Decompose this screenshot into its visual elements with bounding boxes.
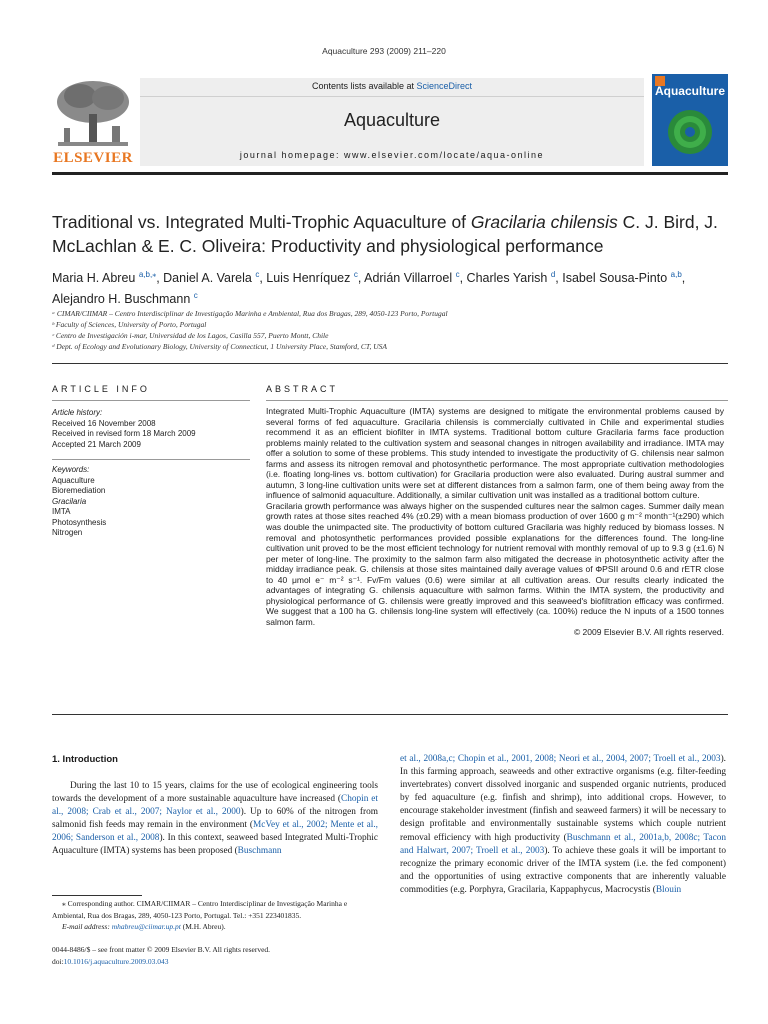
keyword: Aquaculture [52,475,95,485]
author-affiliation-marker[interactable]: c [193,291,198,301]
abstract-paragraph-1: Integrated Multi-Trophic Aquaculture (IMTA) systems are designed to mitigate the environmental problems caused by several forms of fed aquaculture. Gracilaria chilensis is commercially cultivated in Chile and experimental studies recommend it as an efficient biofilter in IMTA systems. Traditional bottom culture Gracilaria farms face production problems mainly related to the cultivation system and seasonal changes in nitrogen availability and irradiance. IMTA may offer a solution to some of these problems. This study intended to investigate the productivity of G. chilensis near salmon farms and assess its nitrogen removal and photosynthetic performance. The most appropriate cultivation methodologies (i.e. floating long-lines vs. bottom cultivation) for Gracilaria production were also evaluated. During austral summer and autumn, 3 long-line cultivation units were set at different distances from a salmon farm, one of them being away from the influence of salmonid aquaculture. Additionally, a similar cultivation unit was installed as a traditional bottom culture. [266,406,724,501]
keyword: IMTA [52,507,71,516]
section-heading-introduction: 1. Introduction [52,754,118,765]
affiliation-d: ᵈ Dept. of Ecology and Evolutionary Biology, University of Connecticut, 1 University Place, Stamford, CT, USA [52,342,387,351]
footnote-rule [52,895,142,896]
author-separator: , [459,271,467,286]
tree-icon [52,78,134,150]
affiliation-rule [52,363,728,364]
citation-link[interactable]: McVey et al., 2002; Mente et al., 2006; Sanderson et al., 2008 [52,820,379,844]
affiliation-b: ᵇ Faculty of Sciences, University of Porto, Portugal [52,320,207,329]
intro-column-1 [52,780,378,859]
email-suffix: (M.H. Abreu). [180,922,226,931]
author-separator: , [357,271,365,286]
doi-link[interactable]: 10.1016/j.aquaculture.2009.03.043 [63,956,169,966]
title-part-2: C. J. Bird, J. McLachlan & E. C. Oliveira: Productivity and physiological performance [52,212,718,256]
author-name: Luis Henríquez [266,271,354,286]
author-affiliation-marker[interactable]: a,b,⁎ [138,270,157,279]
abstract-body [266,406,724,638]
author-list [52,266,732,308]
author-affiliation-marker[interactable]: c [255,270,260,279]
history-received: Received 16 November 2008 [52,418,156,428]
body-text: ). In this farming approach, seaweeds and other extractive organisms (e.g. filter-feeding invertebrates) convert dissolved inorganic and suspended organic nutrients, produced by fed aquaculture (e.g. finfish and shrimp), into additional crops. However, to encourage stakeholder investment (finfish and seaweed farmers) it will be necessary to design profitable and environmentally sustainable systems which couple nutrient removal efficiency with high productivity ( [400,754,726,843]
banner-divider [140,96,644,97]
author-separator: , [259,271,267,286]
author-affiliation-marker[interactable]: a,b [670,270,682,279]
keywords [52,465,252,539]
article-info-heading: ARTICLE INFO [52,384,150,394]
author-affiliation-marker[interactable]: c [353,270,358,279]
abstract-rule [266,400,728,401]
abstract-heading: ABSTRACT [266,384,339,394]
body-text: ). To achieve these goals it will be important to recognize the primary economic driver of the IMTA system (i.e. the fed component) and the opportunities of using extractive components that are inherently valuable commodities (e.g. Porphyra, Gracilaria, Kappaphycus, Macrocystis ( [400,845,726,895]
body-text: During the last 10 to 15 years, claims for the use of ecological engineering tools towards the development of a more sustainable aquaculture have increased ( [52,781,378,805]
keyword: Photosynthesis [52,517,107,527]
contents-line [140,81,644,91]
article-history [52,408,252,450]
keywords-rule [52,459,250,460]
corresponding-author-footnote [52,898,378,933]
abstract-paragraph-2: Gracilaria growth performance was always higher on the suspended cultures near the salmon cages. Summer daily mean growth rates at those sites reached 4% (±0.29) with a mean biomass production of over 1600 g m⁻² month⁻¹(±290) which was double the unimpacted site. The productivity of bottom cultured Gracilaria was highly reduced by biomass losses. N removal and photosynthetic performances provided possible explanations for the differences found. The long-line cultivation unit proved to be the most efficient technology for nutrient removal with monthly removal of up to 9.3 g (±1.6) N per meter of long-line. The proximity to the salmon farm also mitigated the decrease in photosynthetic activity after the midday irradiance peak. G. chilensis at those sites maintained daily average values of ΦPSII around 0.6 and rETR close to 40 μmol e⁻ m⁻² s⁻¹. Fv/Fm values (0.6) were similar at all cultivation areas. Our results clearly indicated the advantages of integrating G. chilensis aquaculture with salmon farms. Within the IMTA system, the productivity and physiological performance of G. chilensis were greatly improved and this seaweed's biofiltration efficacy was confirmed. We suggest that a 100 ha G. chilensis long-line system will effectively (ca. 100%) reduce the N inputs of a 1500 tonnes salmon farm. [266,500,724,627]
journal-citation: Aquaculture 293 (2009) 211–220 [322,46,446,56]
body-text: ). Up to 60% of the nitrogen from salmonid fish feeds may remain in the environment ( [52,807,379,831]
citation-link[interactable]: et al., 2008a,c; Chopin et al., 2001, 2008; Neori et al., 2004, 2007; Troell et al., 2003 [400,754,721,764]
contents-prefix: Contents lists available at [311,81,417,91]
author-name: Adrián Villarroel [364,271,456,286]
journal-name: Aquaculture [343,110,441,130]
author-name: Charles Yarish [466,271,551,286]
author-name: Isabel Sousa-Pinto [562,271,671,286]
author-name: Daniel A. Varela [163,271,256,286]
article-title [52,210,732,258]
abstract-bottom-rule [52,714,728,715]
author-affiliation-marker[interactable]: d [550,270,556,279]
author-separator: , [555,271,563,286]
elsevier-wordmark: ELSEVIER [53,150,133,166]
keyword: Bioremediation [52,486,106,495]
keyword: Nitrogen [52,528,83,537]
email-link[interactable]: mhabreu@ciimar.up.pt [111,922,181,931]
doi-label: doi: [52,956,64,966]
issn-line: 0044-8486/$ – see front matter © 2009 Elsevier B.V. All rights reserved. [52,945,271,954]
citation-link[interactable]: Blouin [655,884,682,895]
citation-link[interactable]: Buschmann et al., 2001a,b, 2008c; Tacon and Halwart, 2007; Troell et al., 2003 [400,832,726,856]
intro-column-2 [400,753,726,897]
homepage-url-link[interactable]: www.elsevier.com/locate/aqua-online [343,150,545,160]
history-label: Article history: [52,408,103,417]
history-revised: Received in revised form 18 March 2009 [52,429,196,438]
email-label: E-mail address: [62,922,112,931]
author-name: Alejandro H. Buschmann [52,292,194,307]
article-info-rule [52,400,250,401]
author-separator: , [681,271,686,286]
header-rule [52,172,728,175]
history-accepted: Accepted 21 March 2009 [52,439,141,449]
title-species: Gracilaria chilensis [470,212,618,232]
journal-homepage [140,150,644,160]
affiliation-a: ᵃ CIMAR/CIIMAR – Centro Interdisciplinar de Investigação Marinha e Ambiental, Rua dos Bragas, 289, 4050-123 Porto, Portugal [52,309,448,318]
email-line [52,921,378,933]
cover-journal-title: Aquaculture [654,84,725,98]
citation-link[interactable]: Chopin et al., 2008; Crab et al., 2007; Naylor et al., 2000 [52,794,378,818]
body-text: ). In this context, seaweed based Integrated Multi-Trophic Aquaculture (IMTA) systems has been proposed ( [52,833,378,857]
sciencedirect-link[interactable]: ScienceDirect [416,81,473,91]
affiliation-c: ᶜ Centro de Investigación i-mar, Universidad de los Lagos, Casilla 557, Puerto Montt, Chile [52,331,329,340]
page-footer [52,944,378,967]
author-name: Maria H. Abreu [52,271,139,286]
title-part-1: Traditional vs. Integrated Multi-Trophic Aquaculture of [52,212,471,232]
footnote-text: ⁎ Corresponding author. CIMAR/CIIMAR – Centro Interdisciplinar de Investigação Marinha e Ambiental, Rua dos Bragas, 289, 4050-123 Porto, Portugal. Tel.: +351 223401835. [52,899,348,920]
author-separator: , [156,271,164,286]
copyright-notice: © 2009 Elsevier B.V. All rights reserved. [573,627,724,638]
author-affiliation-marker[interactable]: c [455,270,460,279]
keyword: Gracilaria [52,496,87,506]
keywords-label: Keywords: [52,465,90,474]
homepage-prefix: journal homepage: [239,150,344,160]
citation-link[interactable]: Buschmann [237,846,282,857]
